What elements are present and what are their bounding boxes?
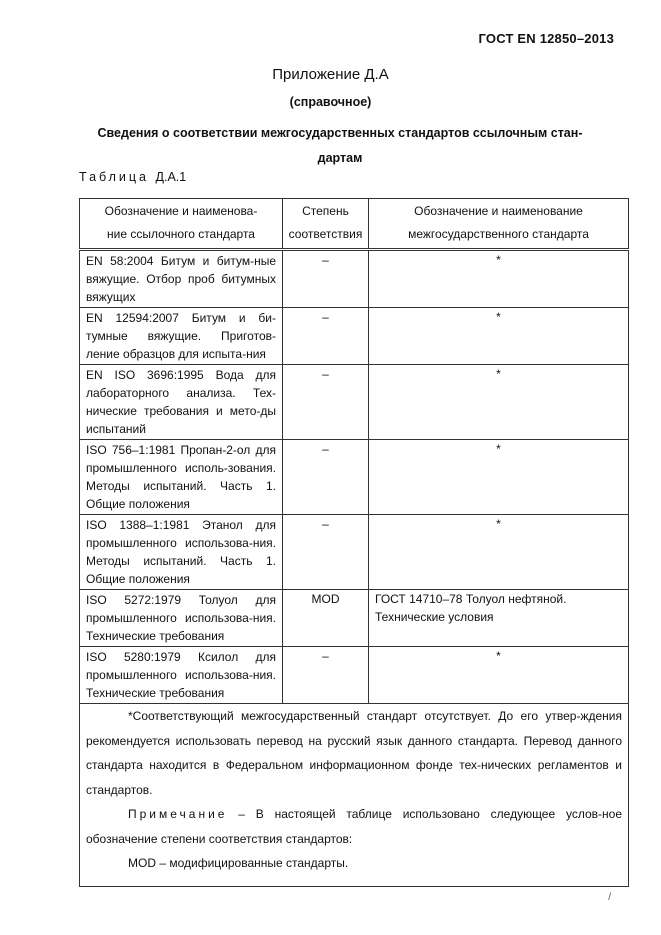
cell-ref-standard: EN 58:2004 Битум и битум-ные вяжущие. Отбор проб битумных вяжущих	[80, 250, 283, 308]
cell-degree: –	[283, 440, 369, 515]
table-row	[80, 515, 629, 590]
table-header-row	[80, 199, 629, 250]
note-text: – В настоящей таблице использовано следующее услов-ное обозначение степени соответствия стандартов:	[86, 807, 622, 846]
table-row	[80, 590, 629, 647]
table-note-row	[80, 704, 629, 887]
appendix-description	[80, 121, 600, 171]
cell-ref-standard: EN 12594:2007 Битум и би-тумные вяжущие. Приготов-ление образцов для испыта-ния	[80, 308, 283, 365]
table-row	[80, 250, 629, 308]
cell-ref-standard: ISO 1388–1:1981 Этанол для промышленного использова-ния. Методы испытаний. Часть 1. Общие положения	[80, 515, 283, 590]
cell-degree: –	[283, 365, 369, 440]
table-note	[80, 704, 629, 887]
cell-ref-standard: EN ISO 3696:1995 Вода для лабораторного анализа. Тех-нические требования и мето-ды испытаний	[80, 365, 283, 440]
cell-ref-standard: ISO 756–1:1981 Пропан-2-ол для промышленного исполь-зования. Методы испытаний. Часть 1. Общие положения	[80, 440, 283, 515]
header-degree	[283, 199, 369, 250]
appendix-description-line1: Сведения о соответствии межгосударственных стандартов ссылочным стан-	[97, 126, 583, 140]
cell-interstate-standard: *	[369, 308, 629, 365]
table-row	[80, 308, 629, 365]
header-ref-standard-line1: Обозначение и наименова-	[104, 204, 258, 218]
cell-degree: –	[283, 250, 369, 308]
appendix-description-line2: дартам	[317, 151, 363, 165]
cell-interstate-standard: *	[369, 515, 629, 590]
table-label-number: Д.А.1	[155, 170, 187, 184]
cell-interstate-standard: *	[369, 440, 629, 515]
header-ref-standard-line2: ние ссылочного стандарта	[107, 227, 255, 241]
note-label: Примечание	[128, 807, 228, 821]
cell-interstate-standard: *	[369, 365, 629, 440]
cell-interstate-standard: ГОСТ 14710–78 Толуол нефтяной. Технические условия	[369, 590, 629, 647]
cell-interstate-standard: *	[369, 250, 629, 308]
cell-degree: –	[283, 515, 369, 590]
table-row	[80, 647, 629, 704]
header-interstate-standard	[369, 199, 629, 250]
header-degree-line1: Степень	[302, 204, 349, 218]
cell-ref-standard: ISO 5272:1979 Толуол для промышленного использова-ния. Технические требования	[80, 590, 283, 647]
header-interstate-line1: Обозначение и наименование	[414, 204, 583, 218]
cell-interstate-standard: *	[369, 647, 629, 704]
header-interstate-line2: межгосударственного стандарта	[408, 227, 589, 241]
cell-degree: –	[283, 308, 369, 365]
table-row	[80, 440, 629, 515]
cell-degree: –	[283, 647, 369, 704]
cell-degree: MOD	[283, 590, 369, 647]
note-paragraph	[86, 802, 622, 851]
header-degree-line2: соответствия	[288, 227, 363, 241]
table-label-word: Таблица	[79, 170, 150, 184]
correspondence-table	[79, 198, 629, 887]
footnote-text: *Соответствующий межгосударственный стандарт отсутствует. До его утвер-ждения рекомендуется использовать перевод на русский язык данного стандарта. Перевод данного стандарта находится в Федеральном информационном фонде тех-нических регламентов и стандартов.	[86, 709, 622, 797]
appendix-title: Приложение Д.А	[272, 66, 389, 83]
appendix-subtitle: (справочное)	[289, 95, 372, 109]
table-label	[79, 170, 186, 184]
page-number: /	[608, 892, 611, 903]
header-ref-standard	[80, 199, 283, 250]
cell-ref-standard: ISO 5280:1979 Ксилол для промышленного использова-ния. Технические требования	[80, 647, 283, 704]
document-code: ГОСТ EN 12850–2013	[478, 31, 614, 46]
table-row	[80, 365, 629, 440]
mod-definition: MOD – модифицированные стандарты.	[128, 856, 349, 870]
